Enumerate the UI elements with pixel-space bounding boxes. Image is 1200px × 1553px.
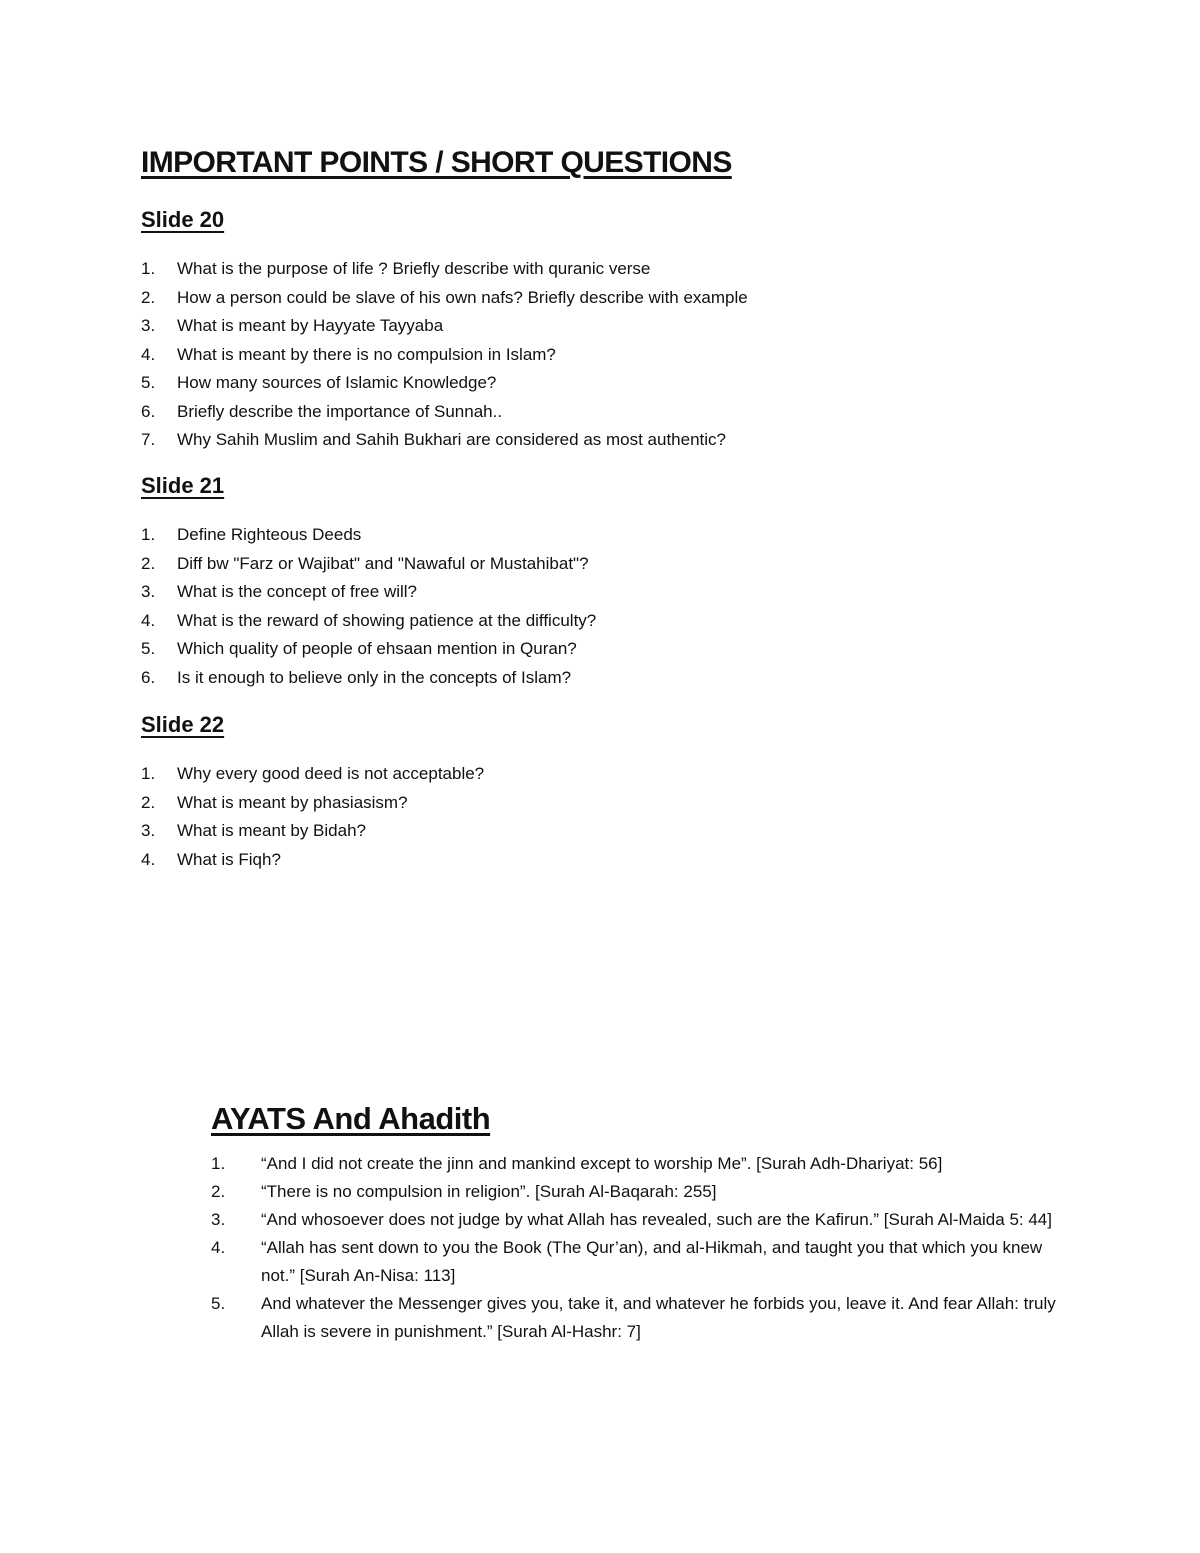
list-item <box>211 1150 1061 1178</box>
list-item <box>141 341 748 370</box>
list-item <box>141 312 748 341</box>
item-text: What is Fiqh? <box>177 849 281 869</box>
item-text: Is it enough to believe only in the concepts of Islam? <box>177 667 572 687</box>
item-text: Briefly describe the importance of Sunnah.. <box>177 401 503 421</box>
list-item <box>141 550 596 579</box>
item-number: 1. <box>211 1154 226 1173</box>
item-number: 4. <box>211 1238 226 1257</box>
item-number: 1. <box>141 764 156 783</box>
item-text: How many sources of Islamic Knowledge? <box>177 373 497 392</box>
slide-22-heading: Slide 22 <box>141 712 225 737</box>
item-text: What is meant by phasiasism? <box>177 792 408 812</box>
list-item <box>141 607 596 636</box>
list-item <box>141 255 748 284</box>
item-text: “There is no compulsion in religion”. [Surah Al-Baqarah: 255] <box>261 1182 717 1201</box>
item-text: How a person could be slave of his own nafs? Briefly describe with example <box>177 287 748 307</box>
item-number: 1. <box>141 259 156 278</box>
item-text: What is meant by Hayyate Tayyaba <box>177 316 444 335</box>
item-text: Why every good deed is not acceptable? <box>177 764 485 783</box>
item-text: What is meant by Bidah? <box>177 821 366 840</box>
slide-20-question-list <box>141 255 748 455</box>
slide-21-question-list <box>141 521 596 692</box>
item-text: “Allah has sent down to you the Book (The Qur’an), and al-Hikmah, and taught you that which you knew not.” [Surah An-Nisa: 113] <box>261 1238 1043 1285</box>
item-text: Define Righteous Deeds <box>177 525 362 544</box>
ayats-list <box>211 1150 1061 1346</box>
item-number: 6. <box>141 667 156 687</box>
list-item <box>141 760 484 789</box>
list-item <box>141 426 748 455</box>
item-number: 4. <box>141 610 156 630</box>
item-number: 5. <box>141 373 156 392</box>
ayats-heading: AYATS And Ahadith <box>211 1101 491 1136</box>
item-text: And whatever the Messenger gives you, take it, and whatever he forbids you, leave it. And fear Allah: truly Allah is severe in punishment.” [Surah Al-Hashr: 7] <box>261 1294 1056 1341</box>
item-text: Which quality of people of ehsaan mention in Quran? <box>177 639 577 658</box>
item-number: 4. <box>141 849 156 869</box>
item-text: Why Sahih Muslim and Sahih Bukhari are considered as most authentic? <box>177 430 727 449</box>
item-number: 2. <box>141 792 156 812</box>
list-item <box>141 369 748 398</box>
list-item <box>141 664 596 693</box>
item-number: 4. <box>141 344 156 364</box>
list-item <box>141 398 748 427</box>
item-number: 5. <box>211 1294 226 1313</box>
item-number: 3. <box>141 821 156 840</box>
item-text: What is the concept of free will? <box>177 582 418 601</box>
slide-20-heading: Slide 20 <box>141 207 225 232</box>
list-item <box>211 1234 1061 1290</box>
item-text: Diff bw "Farz or Wajibat" and "Nawaful or Mustahibat"? <box>177 553 589 573</box>
list-item <box>141 578 596 607</box>
list-item <box>141 846 484 875</box>
item-text: What is the reward of showing patience at the difficulty? <box>177 610 597 630</box>
item-text: What is the purpose of life ? Briefly describe with quranic verse <box>177 259 651 278</box>
list-item <box>211 1290 1061 1346</box>
list-item <box>211 1178 1061 1206</box>
list-item <box>141 635 596 664</box>
item-text: What is meant by there is no compulsion in Islam? <box>177 344 556 364</box>
document-title: IMPORTANT POINTS / SHORT QUESTIONS <box>141 146 732 179</box>
slide-21-heading: Slide 21 <box>141 473 225 498</box>
item-text: “And whosoever does not judge by what Allah has revealed, such are the Kafirun.” [Surah Al-Maida 5: 44] <box>261 1210 1052 1229</box>
item-number: 2. <box>141 553 156 573</box>
item-number: 2. <box>211 1182 226 1201</box>
slide-22-question-list <box>141 760 484 874</box>
list-item <box>141 284 748 313</box>
item-number: 6. <box>141 401 156 421</box>
item-number: 2. <box>141 287 156 307</box>
item-number: 5. <box>141 639 156 658</box>
list-item <box>211 1206 1061 1234</box>
item-number: 1. <box>141 525 156 544</box>
item-text: “And I did not create the jinn and mankind except to worship Me”. [Surah Adh-Dhariyat: 56] <box>261 1154 943 1173</box>
list-item <box>141 817 484 846</box>
list-item <box>141 521 596 550</box>
item-number: 3. <box>141 316 156 335</box>
list-item <box>141 789 484 818</box>
item-number: 7. <box>141 430 156 449</box>
item-number: 3. <box>141 582 156 601</box>
item-number: 3. <box>211 1210 226 1229</box>
